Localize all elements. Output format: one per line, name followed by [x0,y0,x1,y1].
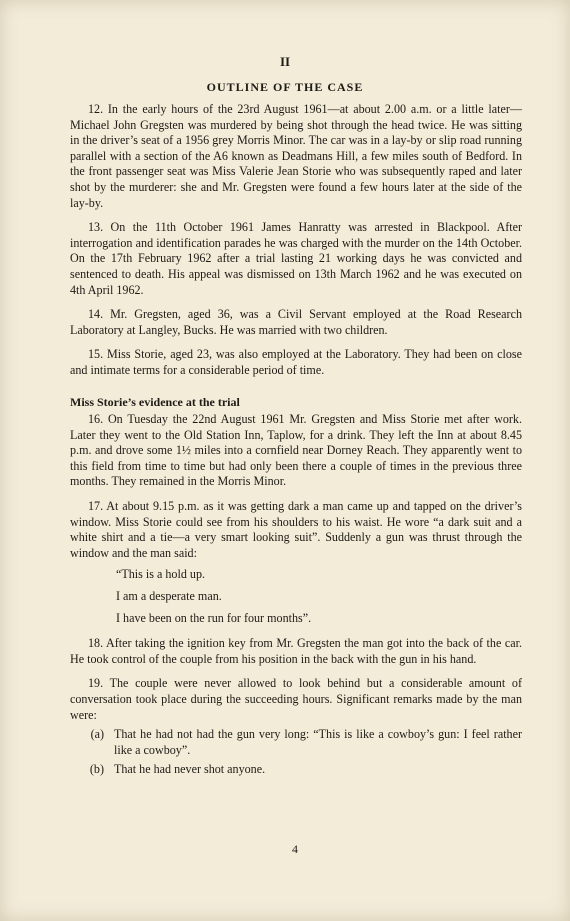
page-title: OUTLINE OF THE CASE [206,80,364,94]
paragraph-15: 15. Miss Storie, aged 23, was also employed at the Laboratory. They had been on close and intimate terms for a considerable period of time. [70,347,522,377]
page-number: 4 [292,842,298,856]
chapter-number: II [279,54,291,69]
list-marker: (a) [90,727,104,742]
list-item [70,762,522,778]
remarks-list [70,727,522,778]
paragraph-17: 17. At about 9.15 p.m. as it was getting dark a man came up and tapped on the driver’s window. Miss Storie could see from his shoulders to his waist. He wore “a dark suit and a white shirt and a tie—a very smart looking suit”. Suddenly a gun was thrust through the window and the man said: [70,499,522,560]
list-item [70,727,522,758]
paragraph-14: 14. Mr. Gregsten, aged 36, was a Civil Servant employed at the Road Research Laboratory at Langley, Bucks. He was married with two children. [70,307,522,337]
section-heading: Miss Storie’s evidence at the trial [70,394,240,409]
paragraph-13: 13. On the 11th October 1961 James Hanratty was arrested in Blackpool. After interrogation and identification parades he was charged with the murder on the 14th October. On the 17th February 1962 after a trial lasting 21 working days he was convicted and sentenced to death. His appeal was dismissed on 13th March 1962 and he was executed on 4th April 1962. [70,220,522,297]
paragraph-12: 12. In the early hours of the 23rd August 1961—at about 2.00 a.m. or a little later—Michael John Gregsten was murdered by being shot through the head twice. He was sitting in the driver’s seat of a 1956 grey Morris Minor. The car was in a lay-by or slip road running parallel with a section of the A6 known as Deadmans Hill, a few miles south of Bedford. In the front passenger seat was Miss Valerie Jean Storie who was subsequently raped and later shot by the murderer: she and Mr. Gregsten were found a few hours later at the side of the lay-by. [70,102,522,210]
paragraph-18: 18. After taking the ignition key from Mr. Gregsten the man got into the back of the car. He took control of the couple from his position in the back with the gun in his hand. [70,636,522,666]
paragraph-16: 16. On Tuesday the 22nd August 1961 Mr. Gregsten and Miss Storie met after work. Later they went to the Old Station Inn, Taplow, for a drink. They left the Inn at about 8.45 p.m. and drove some 1½ miles into a cornfield near Dorney Reach. They apparently went to this field from time to time but had only been there a couple of times in the previous three months. They remained in the Morris Minor. [70,412,522,489]
quote-line: I am a desperate man. [116,589,222,604]
quote-line: I have been on the run for four months”. [116,610,312,625]
quote-line: “This is a hold up. [116,567,206,582]
list-marker: (b) [89,762,104,777]
list-item-text: That he had not had the gun very long: “This is like a cowboy’s gun: I feel rather like a cowboy”. [114,727,522,757]
list-item-text: That he had never shot anyone. [114,762,266,777]
quotation-block [116,567,522,626]
paragraph-19: 19. The couple were never allowed to look behind but a considerable amount of conversation took place during the succeeding hours. Significant remarks made by the man were: [70,676,522,722]
document-body [70,102,522,784]
